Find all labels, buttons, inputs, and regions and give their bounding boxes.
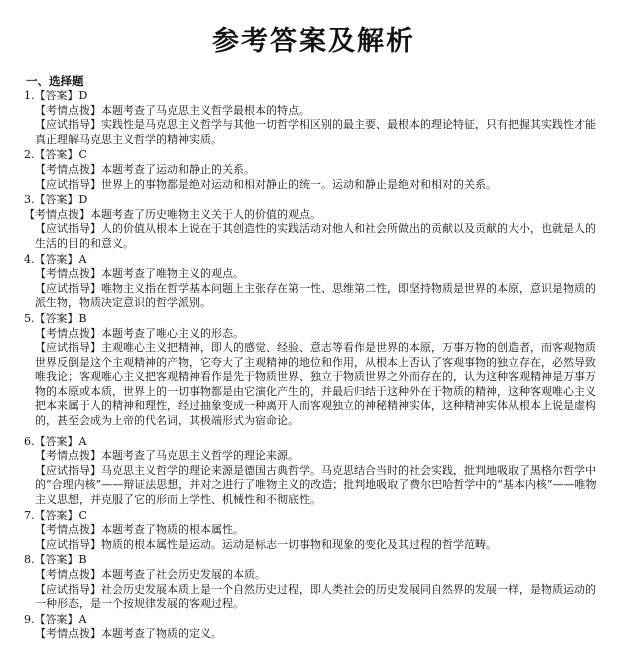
answer-value: A [78, 252, 87, 266]
guide-line [35, 282, 603, 311]
guide-text: 世界上的事物都是绝对运动和相对静止的统一。运动和静止是绝对和相对的关系。 [101, 177, 497, 191]
question-item [24, 193, 603, 251]
question-number: 1. [24, 89, 35, 102]
guide-text: 主观唯心主义把精神，即人的感觉、经验、意志等看作是世界的本原，万事万物的创造者，而客观物质世界反倒是这个主观精神的产物，它夸大了主观精神的地位和作用，从根本上否认了客观事物的独立存在，必然导致唯我论；客观唯心主义把客观精神看作是先于物质世界、独立于物质世界之外而存在的，认为这种客观精神是万事万物的本原或本质，世界上的一切事物都是由它演化产生的，并最后归结于这种外在于物质的精神，这种客观唯心主义把本来属于人的精神和理性，经过抽象变成一种离开人而客观独立的神秘精神实体，这种精神实体从根本上说是虚构的，甚至会成为上帝的代名词，其极端形式为宿命论。 [35, 341, 596, 428]
exam-point-text: 本题考查了历史唯物主义关于人的价值的观点。 [90, 207, 321, 221]
exam-point-line [35, 104, 603, 119]
guide-line [35, 538, 603, 553]
question-number: 2. [24, 148, 35, 162]
exam-point-label: 【考情点拨】 [35, 627, 101, 641]
page-title: 参考答案及解析 [212, 26, 415, 57]
exam-point-text: 本题考查了社会历史发展的本质。 [101, 568, 266, 581]
exam-point-label: 【考情点拨】 [35, 103, 101, 117]
guide-text: 唯物主义指在哲学基本问题上主张存在第一性、思维第二性，即坚持物质是世界的本原，意识是物质的派生物，物质决定意识的哲学派别。 [35, 281, 596, 310]
question-item [24, 553, 603, 611]
answer-line [24, 553, 603, 568]
answer-label: 【答案】 [34, 434, 79, 448]
guide-label: 【应试指导】 [35, 537, 101, 551]
guide-label: 【应试指导】 [35, 118, 101, 132]
answer-value: A [78, 434, 87, 448]
exam-point-text: 本题考查了唯心主义的形态。 [101, 326, 244, 340]
answer-value: C [78, 148, 87, 162]
question-item [24, 89, 603, 147]
answer-value: B [78, 553, 87, 567]
guide-text: 物质的根本属性是运动。运动是标志一切事物和现象的变化及其过程的哲学范畴。 [101, 537, 497, 551]
exam-point-line [35, 163, 603, 178]
guide-line [35, 341, 603, 429]
answer-line [24, 253, 603, 268]
answer-value: A [78, 612, 87, 626]
exam-point-label: 【考情点拨】 [35, 568, 101, 581]
answer-value: D [78, 89, 88, 102]
answer-value: D [78, 193, 88, 207]
guide-line [35, 222, 603, 251]
answer-value: C [78, 508, 87, 522]
question-item [24, 613, 603, 642]
question-number: 3. [24, 193, 35, 207]
exam-point-label: 【考情点拨】 [35, 267, 101, 281]
answer-line [24, 89, 603, 104]
exam-point-line [24, 208, 603, 223]
exam-point-text: 本题考查了马克思主义哲学的理论来源。 [101, 449, 299, 463]
exam-point-text: 本题考查了唯物主义的观点。 [101, 267, 244, 281]
answer-value: B [78, 311, 87, 325]
question-list [24, 89, 603, 642]
answer-label: 【答案】 [34, 89, 79, 102]
exam-point-label: 【考情点拨】 [35, 162, 101, 176]
answer-label: 【答案】 [34, 311, 79, 325]
answer-line [24, 312, 603, 327]
question-item [24, 435, 603, 508]
exam-point-line [35, 568, 603, 583]
guide-label: 【应试指导】 [35, 582, 101, 596]
exam-point-line [35, 627, 603, 642]
guide-label: 【应试指导】 [35, 341, 101, 355]
exam-point-line [35, 449, 603, 464]
exam-point-text: 本题考查了马克思主义哲学最根本的特点。 [101, 103, 310, 117]
question-number: 4. [24, 252, 35, 266]
answer-label: 【答案】 [34, 553, 79, 567]
guide-label: 【应试指导】 [35, 222, 101, 236]
question-number: 5. [24, 311, 35, 325]
answer-label: 【答案】 [34, 148, 79, 162]
exam-point-label: 【考情点拨】 [35, 523, 101, 537]
question-item [24, 253, 603, 311]
exam-point-line [35, 523, 603, 538]
guide-line [35, 583, 603, 612]
exam-point-label: 【考情点拨】 [35, 449, 101, 463]
answer-label: 【答案】 [34, 193, 79, 207]
exam-point-text: 本题考查了物质的定义。 [101, 627, 222, 641]
guide-text: 人的价值从根本上说在于其创造性的实践活动对他人和社会所做出的贡献以及贡献的大小，也就是人的生活的目的和意义。 [35, 222, 596, 250]
section-heading: 一、选择题 [26, 74, 84, 88]
answer-label: 【答案】 [34, 252, 79, 266]
question-number: 9. [24, 612, 35, 626]
answer-line [24, 613, 603, 628]
guide-line [35, 118, 603, 147]
exam-point-line [35, 327, 603, 342]
exam-point-label: 【考情点拨】 [35, 326, 101, 340]
question-number: 7. [24, 508, 35, 522]
question-item [24, 312, 603, 429]
answer-line [24, 435, 603, 450]
answer-line [24, 148, 603, 163]
question-number: 6. [24, 434, 35, 448]
answer-label: 【答案】 [34, 612, 79, 626]
guide-line [35, 464, 603, 508]
question-item [24, 148, 603, 192]
exam-point-text: 本题考查了运动和静止的关系。 [101, 162, 255, 176]
guide-text: 马克思主义哲学的理论来源是德国古典哲学。马克思结合当时的社会实践，批判地吸取了黑格尔哲学中的“合理内核”——辩证法思想，并对之进行了唯物主义的改造；批判地吸取了费尔巴哈哲学中的“基本内核”——唯物主义思想，并克服了它的形而上学性、机械性和不彻底性。 [35, 463, 597, 507]
guide-text: 实践性是马克思主义哲学与其他一切哲学相区别的最主要、最根本的理论特征，只有把握其实践性才能真正理解马克思主义哲学的精神实质。 [35, 118, 596, 146]
guide-label: 【应试指导】 [35, 177, 101, 191]
question-number: 8. [24, 553, 35, 567]
answer-label: 【答案】 [34, 508, 79, 522]
answer-line [24, 193, 603, 208]
guide-text: 社会历史发展本质上是一个自然历史过程，即人类社会的历史发展同自然界的发展一样，是物质运动的一种形态，是一个按规律发展的客观过程。 [35, 582, 596, 611]
answer-line [24, 509, 603, 524]
exam-point-text: 本题考查了物质的根本属性。 [101, 523, 244, 537]
exam-point-line [35, 267, 603, 282]
guide-label: 【应试指导】 [35, 281, 101, 295]
guide-label: 【应试指导】 [35, 463, 101, 477]
question-item [24, 509, 603, 553]
guide-line [35, 178, 603, 193]
exam-point-label: 【考情点拨】 [24, 207, 90, 221]
